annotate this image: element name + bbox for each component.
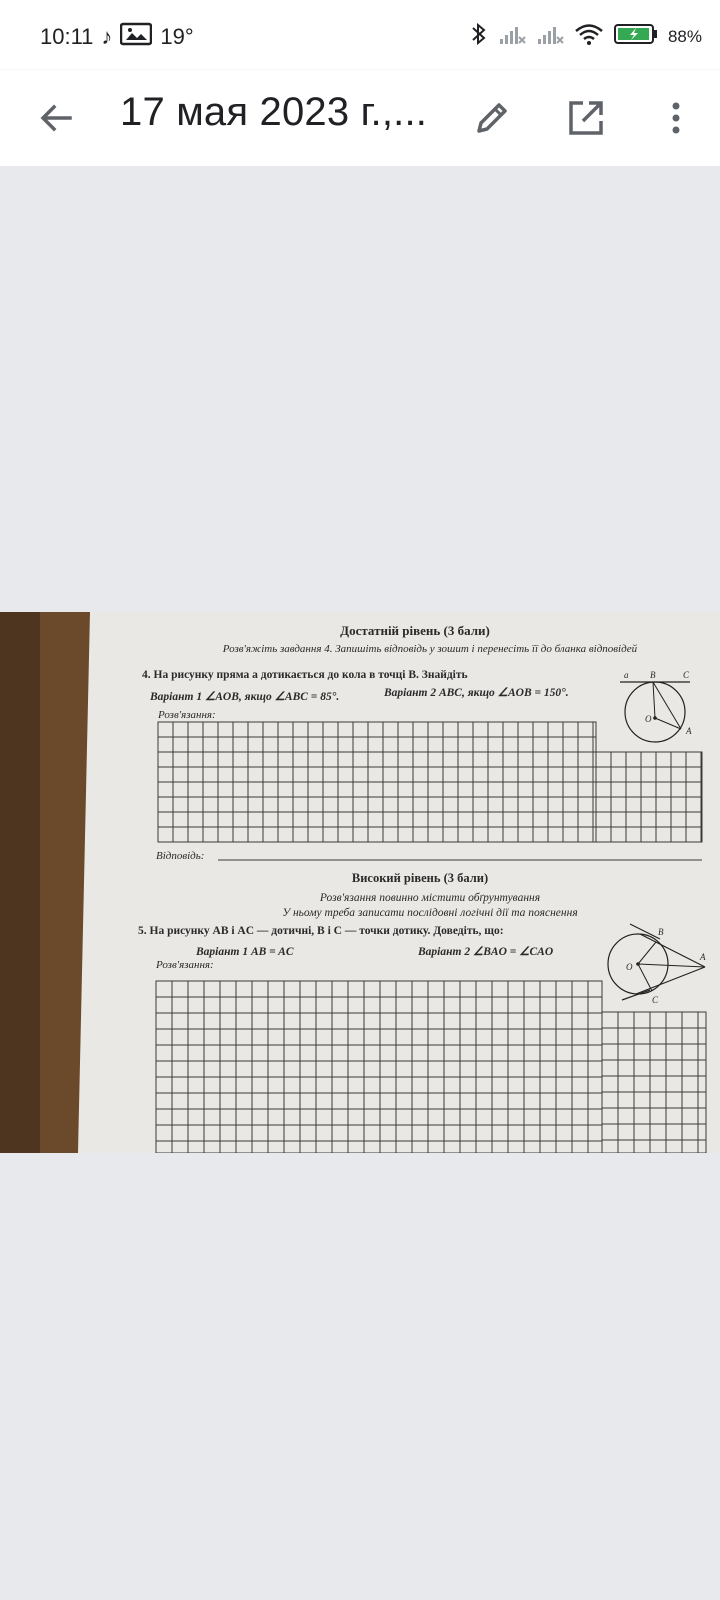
photo-icon [120,22,152,52]
level-heading-2: Високий рівень (3 бали) [351,871,489,885]
task-4-text: 4. На рисунку пряма a дотикається до кола в точці B. Знайдіть [142,669,468,681]
fig1-label-c: C [683,670,690,680]
task-5-variant-1: Варіант 1 AB = AC [196,946,294,958]
fig1-label-o: O [645,714,652,724]
more-options-button[interactable] [650,92,702,144]
pencil-icon [473,99,511,137]
signal-2-icon [536,23,564,50]
fig1-label-b: B [650,670,656,680]
fig2-label-c: C [652,995,659,1005]
wifi-icon [574,22,604,51]
solution-label-1: Розв'язання: [158,709,216,721]
task-4-variant-1: Варіант 1 ∠AOB, якщо ∠ABC = 85°. [150,691,340,703]
status-time: 10:11 [40,24,94,49]
app-bar [0,70,720,166]
battery-percent: 88% [667,26,702,46]
status-temperature: 19° [160,24,194,49]
task-5-variant-2: Варіант 2 ∠BAO = ∠CAO [418,946,554,958]
battery-icon [614,22,658,51]
open-external-icon [567,99,605,137]
level-subheading-2a: Розв'язання повинно містити обґрунтування [319,892,541,904]
fig2-label-a: A [700,952,706,962]
back-button[interactable] [30,92,82,144]
task-4-variant-2: Варіант 2 ABC, якщо ∠AOB = 150°. [384,687,569,699]
task-5-text: 5. На рисунку AB і AC — дотичні, B і C — точки дотику. Доведіть, що: [138,925,504,937]
open-with-button[interactable] [560,92,612,144]
edit-button[interactable] [466,92,518,144]
fig1-label-pa: A [686,726,692,736]
status-left [40,22,194,52]
signal-1-icon [498,23,526,50]
page-title: 17 мая 2023 г.,... [120,90,428,134]
music-note-icon: ♪ [101,24,113,49]
answer-label: Відповідь: [156,850,205,862]
solution-label-2: Розв'язання: [156,959,214,971]
status-bar [0,0,720,70]
image-viewer [0,166,720,1600]
worksheet-page [0,612,720,1153]
bluetooth-icon [470,22,488,51]
level-subheading-1: Розв'яжіть завдання 4. Запишіть відповідь у зошит і перенесіть її до бланка відповідей [222,643,638,655]
fig2-label-o: O [626,962,633,972]
level-subheading-2b: У ньому треба записати послідовні логічні дії та пояснення [282,907,578,919]
status-right [470,22,702,51]
arrow-back-icon [38,100,74,136]
more-vert-icon [664,99,688,137]
level-heading-1: Достатній рівень (3 бали) [340,623,490,638]
document-photo[interactable] [0,612,720,1153]
fig2-label-b: B [658,927,664,937]
fig1-label-a: a [624,670,629,680]
